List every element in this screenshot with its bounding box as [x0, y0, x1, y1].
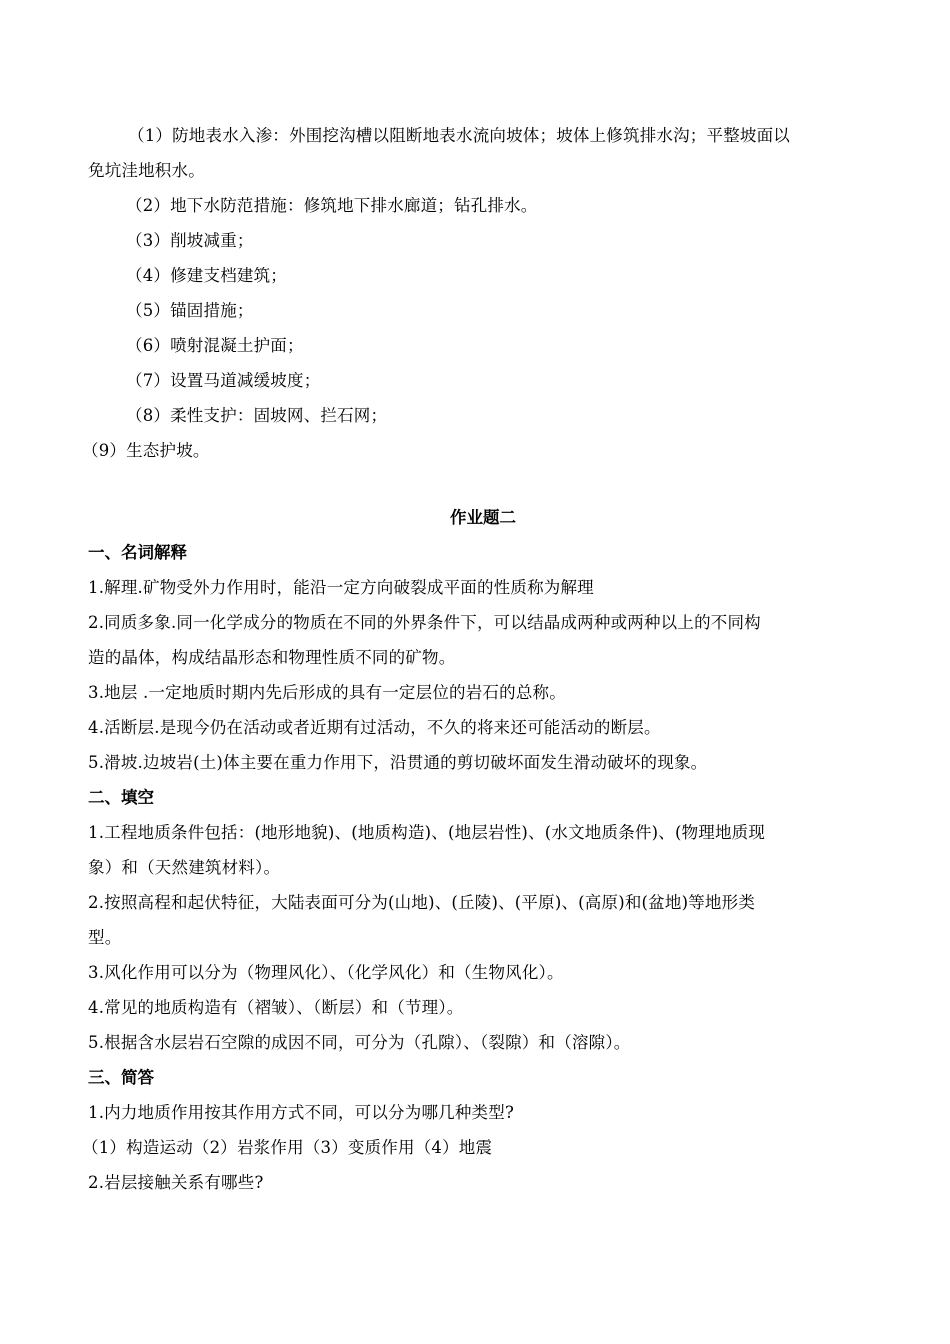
- assignment-title: 作业题二: [450, 508, 516, 527]
- paragraph-line: （7）设置马道减缓坡度；: [126, 371, 321, 390]
- paragraph-line: 1.内力地质作用按其作用方式不同，可以分为哪几种类型?: [88, 1103, 514, 1122]
- section-spacer: [88, 468, 878, 500]
- paragraph-line: 1.解理.矿物受外力作用时，能沿一定方向破裂成平面的性质称为解理: [88, 578, 594, 597]
- paragraph-line: 免坑洼地积水。: [88, 161, 205, 180]
- paragraph-line: 象）和（天然建筑材料）。: [88, 858, 281, 877]
- paragraph-line: 2.岩层接触关系有哪些?: [88, 1173, 264, 1192]
- prev-section-answer: [82, 118, 878, 468]
- paragraph-line: 1.工程地质条件包括：(地形地貌)、(地质构造)、(地层岩性)、(水文地质条件)、(物理地质现: [88, 823, 766, 842]
- paragraph-line: 2.同质多象.同一化学成分的物质在不同的外界条件下，可以结晶成两种或两种以上的不同构: [88, 613, 761, 632]
- section-heading: 一、名词解释: [88, 543, 187, 562]
- paragraph-line: 5.滑坡.边坡岩(土)体主要在重力作用下，沿贯通的剪切破坏面发生滑动破坏的现象。: [88, 753, 708, 772]
- paragraph-line: （6）喷射混凝土护面；: [126, 336, 304, 355]
- paragraph-line: 型。: [88, 928, 122, 947]
- paragraph-line: 2.按照高程和起伏特征，大陆表面可分为(山地)、(丘陵)、(平原)、(高原)和(盆地)等地形类: [88, 893, 756, 912]
- section-fill-in-blanks: [88, 780, 878, 1060]
- section-heading: 二、填空: [88, 788, 154, 807]
- section-short-answer: [82, 1060, 878, 1200]
- section-heading: 三、简答: [88, 1068, 154, 1087]
- paragraph-line: 5.根据含水层岩石空隙的成因不同，可分为（孔隙）、（裂隙）和（溶隙）。: [88, 1033, 631, 1052]
- paragraph-line: （9）生态护坡。: [82, 441, 210, 460]
- document-page: [82, 118, 878, 1200]
- paragraph-line: （4）修建支档建筑；: [126, 266, 287, 285]
- paragraph-line: 3.风化作用可以分为（物理风化）、（化学风化）和（生物风化）。: [88, 963, 564, 982]
- section-term-definitions: [88, 535, 878, 780]
- paragraph-line: 4.活断层.是现今仍在活动或者近期有过活动，不久的将来还可能活动的断层。: [88, 718, 661, 737]
- paragraph-line: 造的晶体，构成结晶形态和物理性质不同的矿物。: [88, 648, 456, 667]
- paragraph-line: （3）削坡减重；: [126, 231, 254, 250]
- paragraph-line: （8）柔性支护：固坡网、拦石网；: [126, 406, 388, 425]
- paragraph-line: 3.地层 .一定地质时期内先后形成的具有一定层位的岩石的总称。: [88, 683, 566, 702]
- paragraph-line: （1）防地表水入渗：外围挖沟槽以阻断地表水流向坡体；坡体上修筑排水沟；平整坡面以: [128, 126, 790, 145]
- paragraph-line: （2）地下水防范措施：修筑地下排水廊道；钻孔排水。: [126, 196, 538, 215]
- paragraph-line: 4.常见的地质构造有（褶皱）、（断层）和（节理）。: [88, 998, 464, 1017]
- paragraph-line: （5）锚固措施；: [126, 301, 254, 320]
- paragraph-line: （1）构造运动（2）岩浆作用（3）变质作用（4）地震: [82, 1138, 493, 1157]
